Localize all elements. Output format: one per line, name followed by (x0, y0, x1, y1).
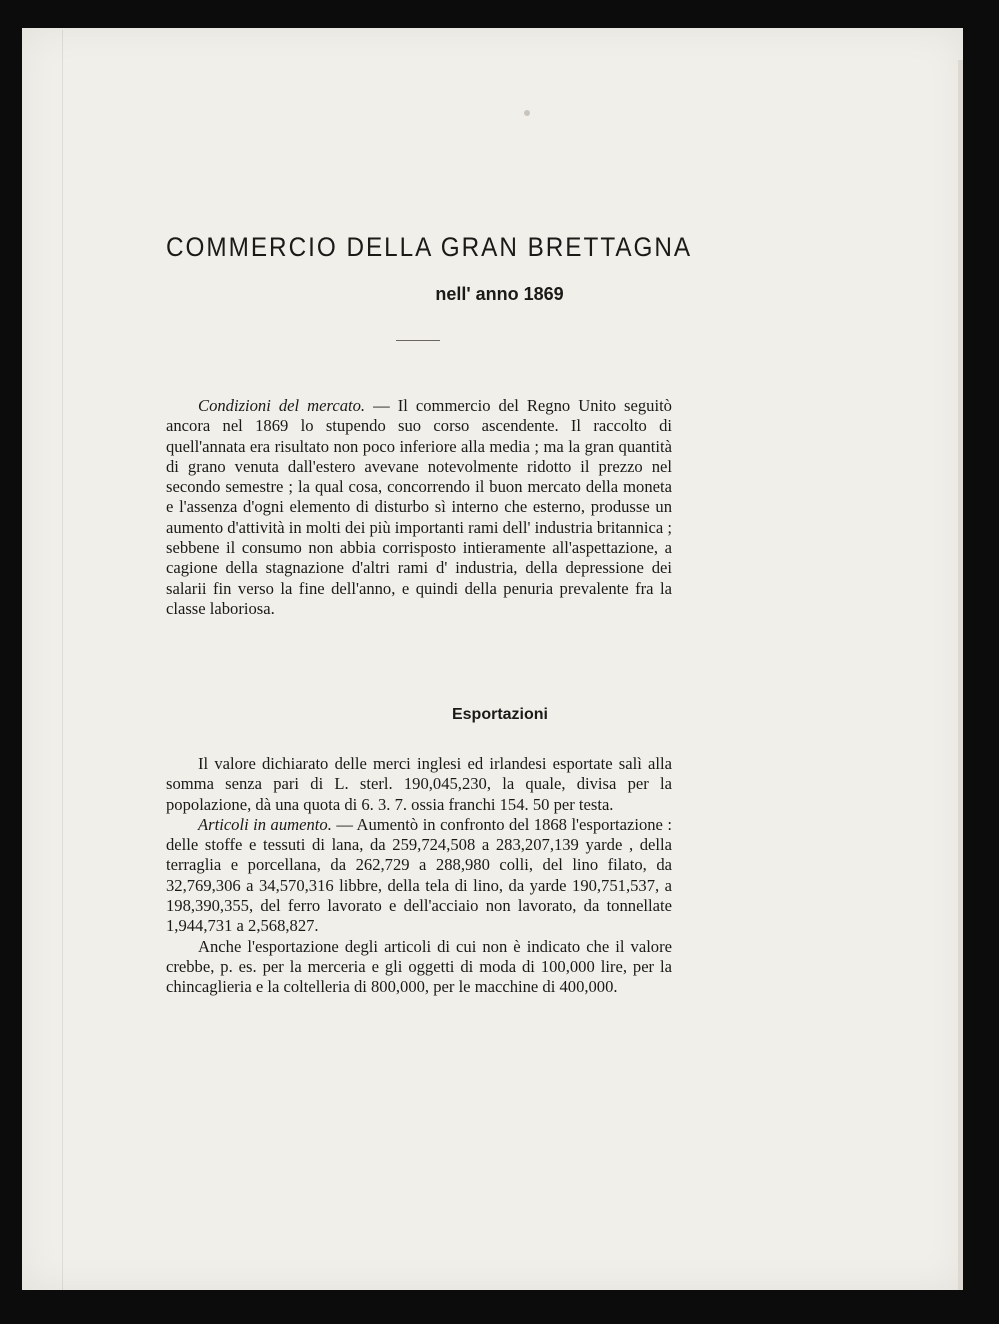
document-page (22, 28, 963, 1290)
page-fold-line (62, 30, 63, 1290)
paragraph (166, 754, 672, 815)
section-exports (166, 754, 672, 998)
paragraph-lead: Articoli in aumento. (198, 814, 332, 834)
paragraph (166, 937, 672, 998)
page-subtitle: nell' anno 1869 (435, 284, 564, 304)
section-heading: Esportazioni (451, 706, 548, 723)
page-edge (958, 60, 963, 1290)
paragraph-text: — Aumentò in confronto del 1868 l'esportazione : delle stoffe e tessuti di lana, da 259,724,508 a 283,207,139 yarde , della terraglia e porcellana, da 262,729 a 288,980 colli, del lino filato, da 32,769,306 a 34,570,316 libbre, della tela di lino, da yarde 190,751,537, a 198,390,355, del ferro lavorato e dell'acciaio non lavorato, da tonnellate 1,944,731 a 2,568,827. (166, 814, 672, 936)
paragraph (166, 396, 672, 619)
paper-speck (524, 110, 530, 116)
paragraph-text: Il valore dichiarato delle merci inglesi ed irlandesi esportate salì alla somma senza pari di L. sterl. 190,045,230, la quale, divisa per la popolazione, dà una quota di 6. 3. 7. ossia franchi 154. 50 per testa. (166, 754, 672, 814)
paragraph-text: Anche l'esportazione degli articoli di cui non è indicato che il valore crebbe, p. es. per la merceria e gli oggetti di moda di 100,000 lire, per la chincaglieria e la coltelleria di 800,000, per le macchine di 400,000. (166, 936, 672, 997)
page-title: COMMERCIO DELLA GRAN BRETTAGNA (166, 232, 693, 262)
section-market-conditions (166, 396, 672, 619)
paragraph-text: — Il commercio del Regno Unito seguitò ancora nel 1869 lo stupendo suo corso ascendente. Il raccolto di quell'annata era risultato non poco inferiore alla media ; ma la gran quantità di grano venuta dall'estero avevane notevolmente ridotto il prezzo nel secondo semestre ; la qual cosa, concorrendo il buon mercato della moneta e l'assenza d'ogni elemento di disturbo sì interno che esterno, produsse un aumento d'attività in molti dei più importanti rami dell' industria britannica ; sebbene il consumo non abbia corrisposto intieramente all'aspettazione, a cagione della stagnazione d'altri rami d' industria, della depressione dei salarii fin verso la fine dell'anno, e quindi della penuria prevalente fra la classe laboriosa. (166, 396, 672, 618)
title-rule (396, 340, 440, 341)
paragraph-lead: Condizioni del mercato. (198, 396, 366, 415)
paragraph (166, 815, 672, 937)
